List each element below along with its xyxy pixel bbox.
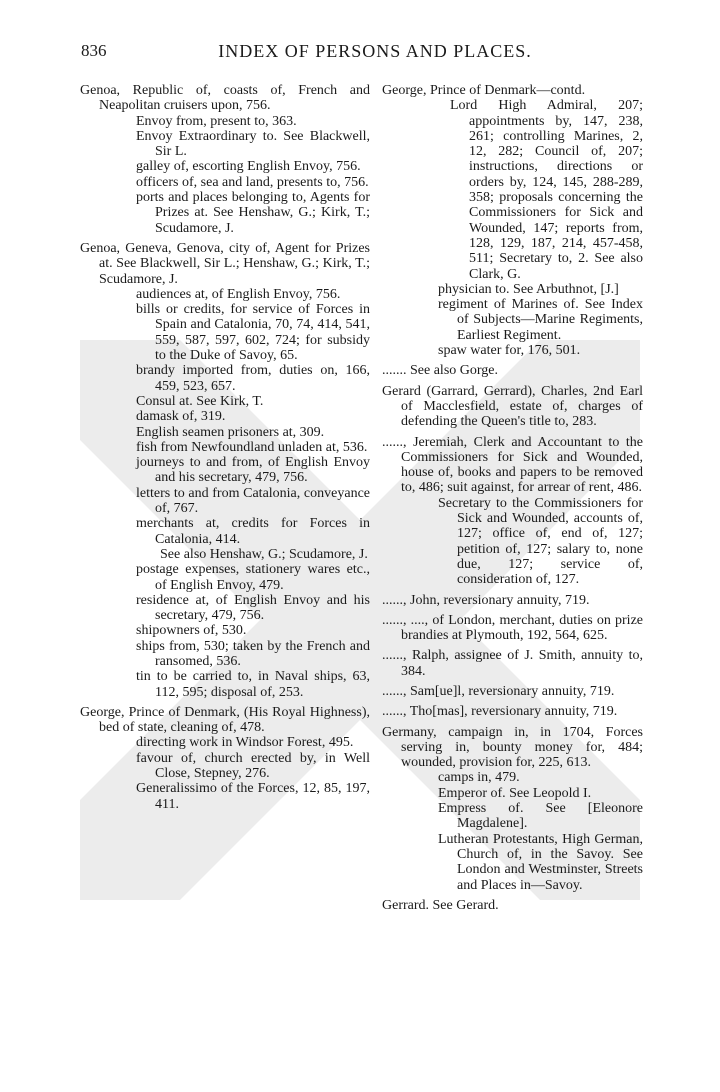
index-entry: ......, Tho[mas], reversionary annuity, 719. <box>382 704 618 720</box>
running-title: INDEX OF PERSONS AND PLACES. <box>218 41 532 61</box>
index-entry: Gerard (Garrard, Gerrard), Charles, 2nd Earl of Macclesfield, estate of, charges of defending the Queen's title to, 283. <box>382 383 643 430</box>
index-entry: camps in, 479. <box>438 770 520 786</box>
index-entry: merchants at, credits for Forces in Catalonia, 414. <box>136 516 370 547</box>
index-entry: Empress of. See [Eleonore Magdalene]. <box>438 801 643 832</box>
index-entry: letters to and from Catalonia, conveyance of, 767. <box>136 485 370 517</box>
index-entry: ....... See also Gorge. <box>382 363 498 379</box>
index-entry: Germany, campaign in, in 1704, Forces serving in, bounty money for, 484; wounded, provision for, 225, 613. <box>382 724 643 771</box>
index-entry: directing work in Windsor Forest, 495. <box>136 735 354 751</box>
index-entry: Genoa, Geneva, Genova, city of, Agent for Prizes at. See Blackwell, Sir L.; Henshaw, G.; Kirk, T.; Scudamore, J. <box>80 240 370 287</box>
index-entry: ports and places belonging to, Agents for Prizes at. See Henshaw, G.; Kirk, T.; Scudamore, J. <box>136 190 370 236</box>
index-entry: bills or credits, for service of Forces in Spain and Catalonia, 70, 74, 414, 541, 559, 587, 597, 602, 724; for subsidy to the Duke of Savoy, 65. <box>136 302 370 364</box>
index-entry: ......, ...., of London, merchant, duties on prize brandies at Plymouth, 192, 564, 625. <box>382 612 643 644</box>
index-entry: Emperor of. See Leopold I. <box>438 785 592 801</box>
index-entry: ......, Jeremiah, Clerk and Accountant to the Commissioners for Sick and Wounded, house of, books and papers to be removed to, 486; suit against, for arrear of rent, 486. <box>382 434 643 496</box>
index-entry: English seamen prisoners at, 309. <box>136 424 325 440</box>
index-entry: Generalissimo of the Forces, 12, 85, 197, 411. <box>136 781 370 812</box>
index-entry: spaw water for, 176, 501. <box>438 343 581 359</box>
index-entry: ......, Ralph, assignee of J. Smith, annuity to, 384. <box>382 648 643 679</box>
index-entry: Genoa, Republic of, coasts of, French and Neapolitan cruisers upon, 756. <box>80 83 370 114</box>
index-entry: officers of, sea and land, presents to, 756. <box>136 174 369 190</box>
index-entry: galley of, escorting English Envoy, 756. <box>136 159 361 175</box>
index-entry: George, Prince of Denmark, (His Royal Highness), bed of state, cleaning of, 478. <box>80 704 370 736</box>
index-entry: postage expenses, stationery wares etc., of English Envoy, 479. <box>136 562 370 593</box>
index-entry: journeys to and from, of English Envoy and his secretary, 479, 756. <box>136 455 370 486</box>
index-entry: damask of, 319. <box>136 409 226 425</box>
page-header <box>75 41 675 69</box>
index-entry: fish from Newfoundland unladen at, 536. <box>136 439 368 455</box>
index-entry: ......, Sam[ue]l, reversionary annuity, 719. <box>382 683 615 699</box>
index-entry: favour of, church erected by, in Well Close, Stepney, 276. <box>136 750 370 782</box>
index-entry: Envoy Extraordinary to. See Blackwell, Sir L. <box>136 128 370 160</box>
index-entry: Gerrard. See Gerard. <box>382 897 499 913</box>
index-entry: Lord High Admiral, 207; appointments by, 147, 238, 261; controlling Marines, 2, 12, 282; Council of, 207; instructions, directions or orders by, 124, 145, 288-289, 358; proposals concerning the Commissioners for Sick and Wounded, 147; reports from, 128, 129, 187, 214, 457-458, 511; Secretary to, 2. See also Clark, G. <box>450 98 643 282</box>
index-entry: George, Prince of Denmark—contd. <box>382 83 586 98</box>
index-entry: Envoy from, present to, 363. <box>136 113 297 129</box>
page-number: 836 <box>81 41 107 60</box>
index-entry: See also Henshaw, G.; Scudamore, J. <box>160 546 368 562</box>
index-entry: regiment of Marines of. See Index of Subjects—Marine Regiments, Earliest Regiment. <box>438 297 643 343</box>
index-entry: ......, John, reversionary annuity, 719. <box>382 592 590 608</box>
index-entry: residence at, of English Envoy and his secretary, 479, 756. <box>136 592 370 624</box>
right-column <box>382 83 643 913</box>
index-entry: Lutheran Protestants, High German, Church of, in the Savoy. See London and Westminster, Streets and Places in—Savoy. <box>438 831 643 893</box>
index-entry: physician to. See Arbuthnot, [J.] <box>438 281 619 297</box>
index-entry: Consul at. See Kirk, T. <box>136 393 264 409</box>
index-entry: tin to be carried to, in Naval ships, 63, 112, 595; disposal of, 253. <box>136 669 370 700</box>
index-entry: brandy imported from, duties on, 166, 459, 523, 657. <box>136 363 370 394</box>
index-entry: ships from, 530; taken by the French and ransomed, 536. <box>136 638 370 669</box>
index-entry: audiences at, of English Envoy, 756. <box>136 286 341 302</box>
index-entry: Secretary to the Commissioners for Sick and Wounded, accounts of, 127; office of, end of, 127; petition of, 127; salary to, none due, 127; service of, consideration of, 127. <box>438 495 643 588</box>
index-entry: shipowners of, 530. <box>136 623 247 639</box>
left-column <box>80 83 370 812</box>
